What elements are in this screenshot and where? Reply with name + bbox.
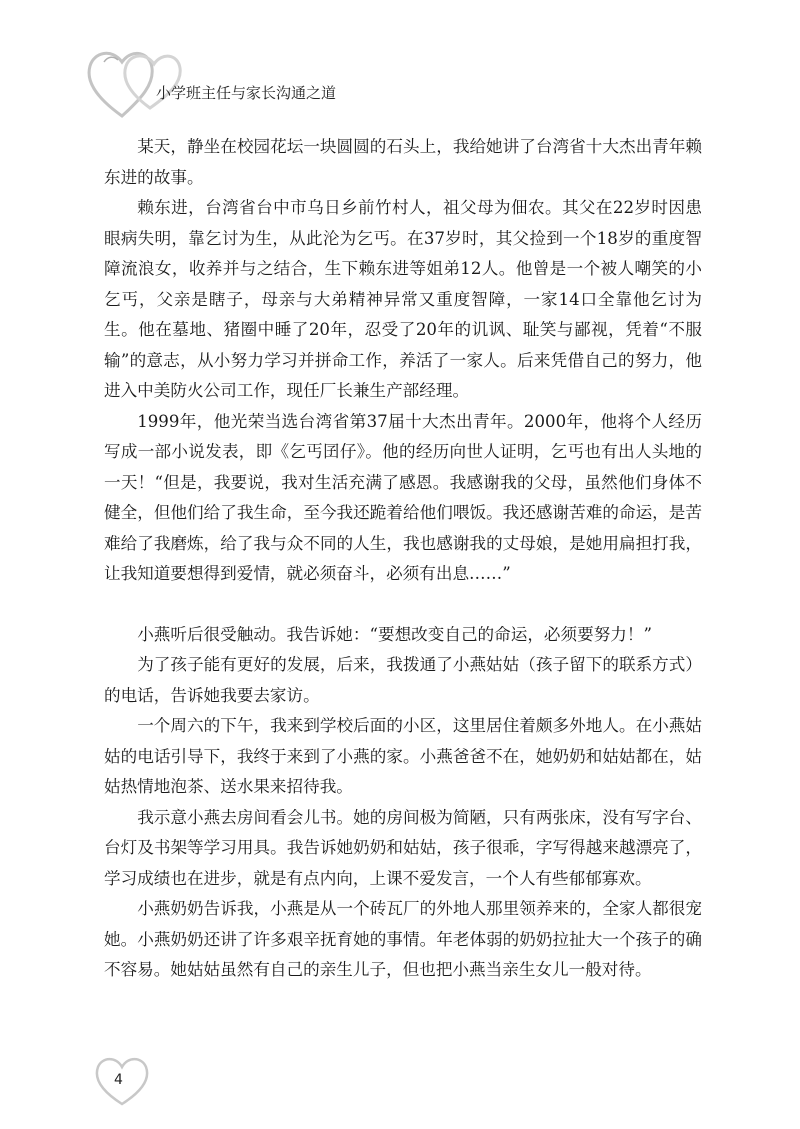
paragraph: 小燕听后很受触动。我告诉她：“要想改变自己的命运，必须要努力！” [137,624,652,644]
paragraph: 我示意小燕去房间看会儿书。她的房间极为简陋，只有两张床，没有写字台、台灯及书架等学习用具。我告诉她奶奶和姑姑，孩子很乖，字写得越来越漂亮了，学习成绩也在进步，就是有点内向，上课不爱发言，一个人有些郁郁寡欢。 [104,807,702,888]
paragraph: 小燕奶奶告诉我，小燕是从一个砖瓦厂的外地人那里领养来的，全家人都很宠她。小燕奶奶还讲了许多艰辛抚育她的事情。年老体弱的奶奶拉扯大一个孩子的确不容易。她姑姑虽然有自己的亲生儿子，但也把小燕当亲生女儿一般对待。 [104,899,702,979]
paragraph: 赖东进，台湾省台中市乌日乡前竹村人，祖父母为佃农。其父在22岁时因患眼病失明，靠乞讨为生，从此沦为乞丐。在37岁时，其父捡到一个18岁的重度智障流浪女，收养并与之结合，生下赖东进等姐弟12人。他曾是一个被人嘲笑的小乞丐，父亲是瞎子，母亲与大弟精神异常又重度智障，一家14口全靠他乞讨为生。他在墓地、猪圈中睡了20年，忍受了20年的讥讽、耻笑与鄙视，凭着“不服输”的意志，从小努力学习并拼命工作，养活了一家人。后来凭借自己的努力，他进入中美防火公司工作，现任厂长兼生产部经理。 [104,198,702,400]
paragraph: 为了孩子能有更好的发展，后来，我拨通了小燕姑姑（孩子留下的联系方式）的电话，告诉她我要去家访。 [104,655,702,705]
body-text [104,132,702,986]
page-number: 4 [114,1072,123,1088]
paragraph: 一个周六的下午，我来到学校后面的小区，这里居住着颇多外地人。在小燕姑姑的电话引导下，我终于来到了小燕的家。小燕爸爸不在，她奶奶和姑姑都在，姑姑热情地泡茶、送水果来招待我。 [104,716,702,796]
running-title: 小学班主任与家长沟通之道 [156,84,337,102]
page-footer [92,1050,152,1110]
paragraph: 某天，静坐在校园花坛一块圆圆的石头上，我给她讲了台湾省十大杰出青年赖东进的故事。 [104,137,702,187]
paragraph: 1999年，他光荣当选台湾省第37届十大杰出青年。2000年，他将个人经历写成一部小说发表，即《乞丐囝仔》。他的经历向世人证明，乞丐也有出人头地的一天！“但是，我要说，我对生活充满了感恩。我感谢我的父母，虽然他们身体不健全，但他们给了我生命，至今我还跪着给他们喂饭。我还感谢苦难的命运，是苦难给了我磨炼，给了我与众不同的人生，我也感谢我的丈母娘，是她用扁担打我，让我知道要想得到爱情，就必须奋斗，必须有出息……” [104,411,702,583]
page-header [84,38,384,128]
